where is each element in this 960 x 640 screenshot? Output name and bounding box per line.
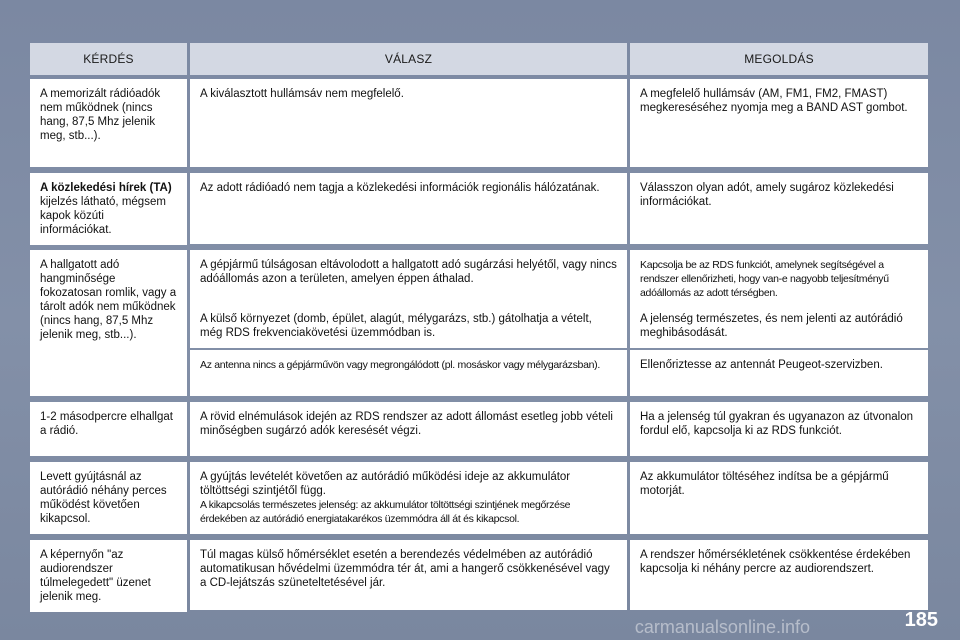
answer-cell: Túl magas külső hőmérséklet esetén a berendezés védelmében az autórádió automatikusan hővédelmi üzemmódra tér át, ami a hangerő csökkenésével vagy a CD-lejátszás szüneteltetésével jár. [190, 540, 627, 610]
answer-group [190, 173, 928, 245]
table-row [30, 173, 928, 244]
solution-cell: A rendszer hőmérsékletének csökkentése érdekében kapcsolja ki néhány percre az audiorendszert. [630, 540, 928, 610]
question-cell: A memorizált rádióadók nem működnek (nincs hang, 87,5 Mhz jelenik meg, stb...). [30, 79, 187, 167]
answer-pair [190, 402, 928, 456]
answer-pair [190, 304, 928, 346]
solution-cell: Ellenőriztesse az antennát Peugeot-szervizben. [630, 350, 928, 396]
answer-pair [190, 540, 928, 610]
question-cell: A hallgatott adó hangminősége fokozatosan romlik, vagy a tárolt adók nem működnek (nincs hang, 87,5 Mhz jelenik meg, stb...). [30, 250, 187, 396]
answer-group [190, 462, 928, 534]
question-cell: A képernyőn "az audiorendszer túlmelegedett" üzenet jelenik meg. [30, 540, 187, 612]
answer-pair [190, 173, 928, 244]
question-bold-text: A közlekedési hírek (TA) [40, 182, 172, 194]
answer-cell: Az adott rádióadó nem tagja a közlekedési információk regionális hálózatának. [190, 173, 627, 244]
header-question: KÉRDÉS [30, 43, 187, 75]
answer-pair [190, 250, 928, 300]
answer-cell: A gépjármű túlságosan eltávolodott a hallgatott adó sugárzási helyétől, vagy nincs adóállomás azon a területen, amelyen éppen áthalad. [190, 250, 627, 308]
header-solution: MEGOLDÁS [630, 43, 928, 75]
solution-cell: Kapcsolja be az RDS funkciót, amelynek segítségével a rendszer ellenőrizheti, hogy van-e nagyobb teljesítményű adóállomás az adott térségben. [630, 250, 928, 308]
answer-group [190, 79, 928, 167]
header-answer: VÁLASZ [190, 43, 627, 75]
solution-cell: Ha a jelenség túl gyakran és ugyanazon az útvonalon fordul elő, kapcsolja ki az RDS funkciót. [630, 402, 928, 456]
solution-cell: A jelenség természetes, és nem jelenti az autórádió meghibásodását. [630, 304, 928, 348]
question-cell: 1-2 másodpercre elhallgat a rádió. [30, 402, 187, 456]
answer-pair [190, 79, 928, 167]
table-row [30, 250, 928, 396]
table-row [30, 462, 928, 534]
table-row [30, 79, 928, 167]
answer-cell: A kiválasztott hullámsáv nem megfelelő. [190, 79, 627, 167]
answer-group [190, 250, 928, 396]
watermark: carmanualsonline.info [634, 617, 810, 637]
table-row [30, 402, 928, 456]
troubleshooting-table [30, 43, 928, 616]
answer-text: A gyújtás levételét követően az autórádió működési ideje az akkumulátor töltöttségi szintjétől függ. [200, 471, 571, 497]
solution-cell: A megfelelő hullámsáv (AM, FM1, FM2, FMAST) megkereséséhez nyomja meg a BAND AST gombot. [630, 79, 928, 167]
question-cell [30, 173, 187, 245]
question-cell: Levett gyújtásnál az autórádió néhány perces működést követően kikapcsol. [30, 462, 187, 534]
solution-cell: Az akkumulátor töltéséhez indítsa be a gépjármű motorját. [630, 462, 928, 534]
page-number: 185 [904, 609, 938, 631]
table-header [30, 43, 928, 75]
answer-group [190, 402, 928, 456]
answer-cell [190, 462, 627, 534]
answer-cell: A rövid elnémulások idején az RDS rendszer az adott állomást esetleg jobb vételi minőségben sugárzó adók keresését végzi. [190, 402, 627, 456]
answer-cell: A külső környezet (domb, épület, alagút, mélygarázs, stb.) gátolhatja a vételt, még RDS frekvenciakövetési üzemmódban is. [190, 304, 627, 348]
answer-cell: Az antenna nincs a gépjárművön vagy megrongálódott (pl. mosáskor vagy mélygarázsban). [190, 350, 627, 396]
answer-pair [190, 350, 928, 396]
answer-group [190, 540, 928, 612]
question-text: kijelzés látható, mégsem kapok közúti információkat. [40, 196, 166, 236]
answer-note: A kikapcsolás természetes jelenség: az akkumulátor töltöttségi szintjének megőrzése érdekében az autórádió energiatakarékos üzemmódra áll át és kikapcsol. [200, 499, 571, 525]
solution-cell: Válasszon olyan adót, amely sugároz közlekedési információkat. [630, 173, 928, 244]
answer-pair [190, 462, 928, 534]
table-row [30, 540, 928, 610]
